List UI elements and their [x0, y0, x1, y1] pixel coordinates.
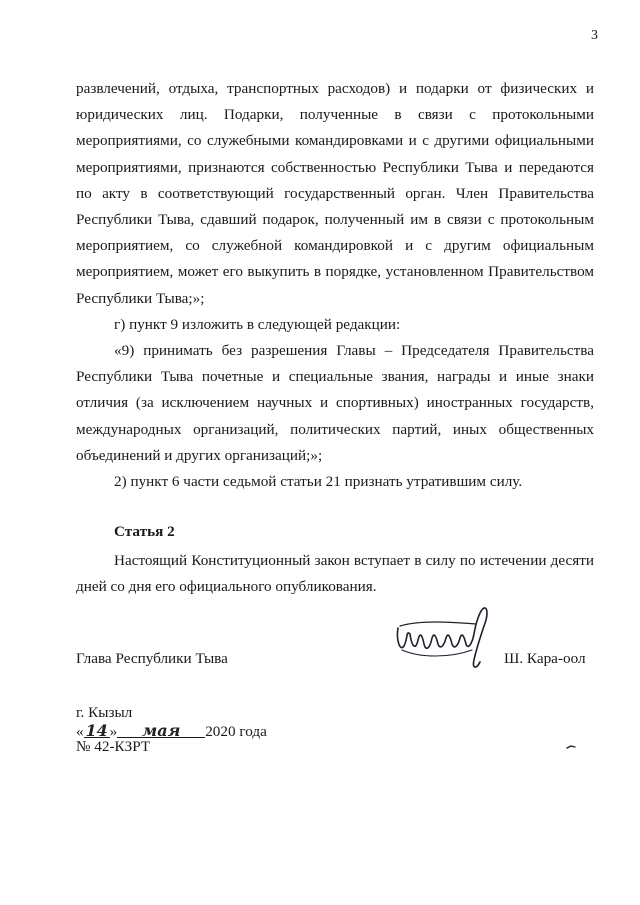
paragraph-continuation: развлечений, отдыха, транспортных расходов) и подарки от физических и юридических лиц. Подарки, полученные в связи с протокольными мероприятиями, со служебными командировками и с другими официальными мероприятиями, признаются собственностью Республики Тыва и передаются по акту в соответствующий государственный орган. Член Правительства Республики Тыва, сдавший подарок, полученный им в связи с протокольным мероприятием, со служебной командировкой и с другим официальным мероприятием, может его выкупить в порядке, установленном Правительством Республики Тыва;»; [76, 80, 594, 307]
date-close-quote: » [109, 723, 118, 740]
handwritten-signature [390, 600, 500, 680]
date-month-handwritten: мая [117, 721, 205, 738]
date-open-quote: « [76, 723, 84, 740]
paragraph-item-2: 2) пункт 6 части седьмой статьи 21 признать утратившим силу. [114, 473, 523, 491]
signer-name: Ш. Кара-оол [504, 650, 586, 667]
law-number: № 42-КЗРТ [76, 738, 151, 755]
date-year: 2020 года [205, 723, 267, 740]
page-number: 3 [591, 28, 598, 43]
paragraph-item-9-quote: «9) принимать без разрешения Главы – Председателя Правительства Республики Тыва почетные и специальные звания, награды и иные знаки отличия (за исключением научных и спортивных) иностранных государств, международных организаций, политических партий, иных общественных объединений и других организаций;»; [76, 342, 594, 464]
date-day-handwritten: 14 [85, 721, 108, 740]
article-heading: Статья 2 [114, 523, 175, 540]
place-of-signing: г. Кызыл [76, 704, 133, 721]
paragraph-item-g: г) пункт 9 изложить в следующей редакции: [114, 315, 401, 333]
ink-mark [566, 744, 576, 750]
signer-title: Глава Республики Тыва [76, 650, 228, 667]
document-body [76, 76, 594, 495]
article-text: Настоящий Конституционный закон вступает в силу по истечении десяти дней со дня его официального опубликования. [76, 552, 594, 596]
